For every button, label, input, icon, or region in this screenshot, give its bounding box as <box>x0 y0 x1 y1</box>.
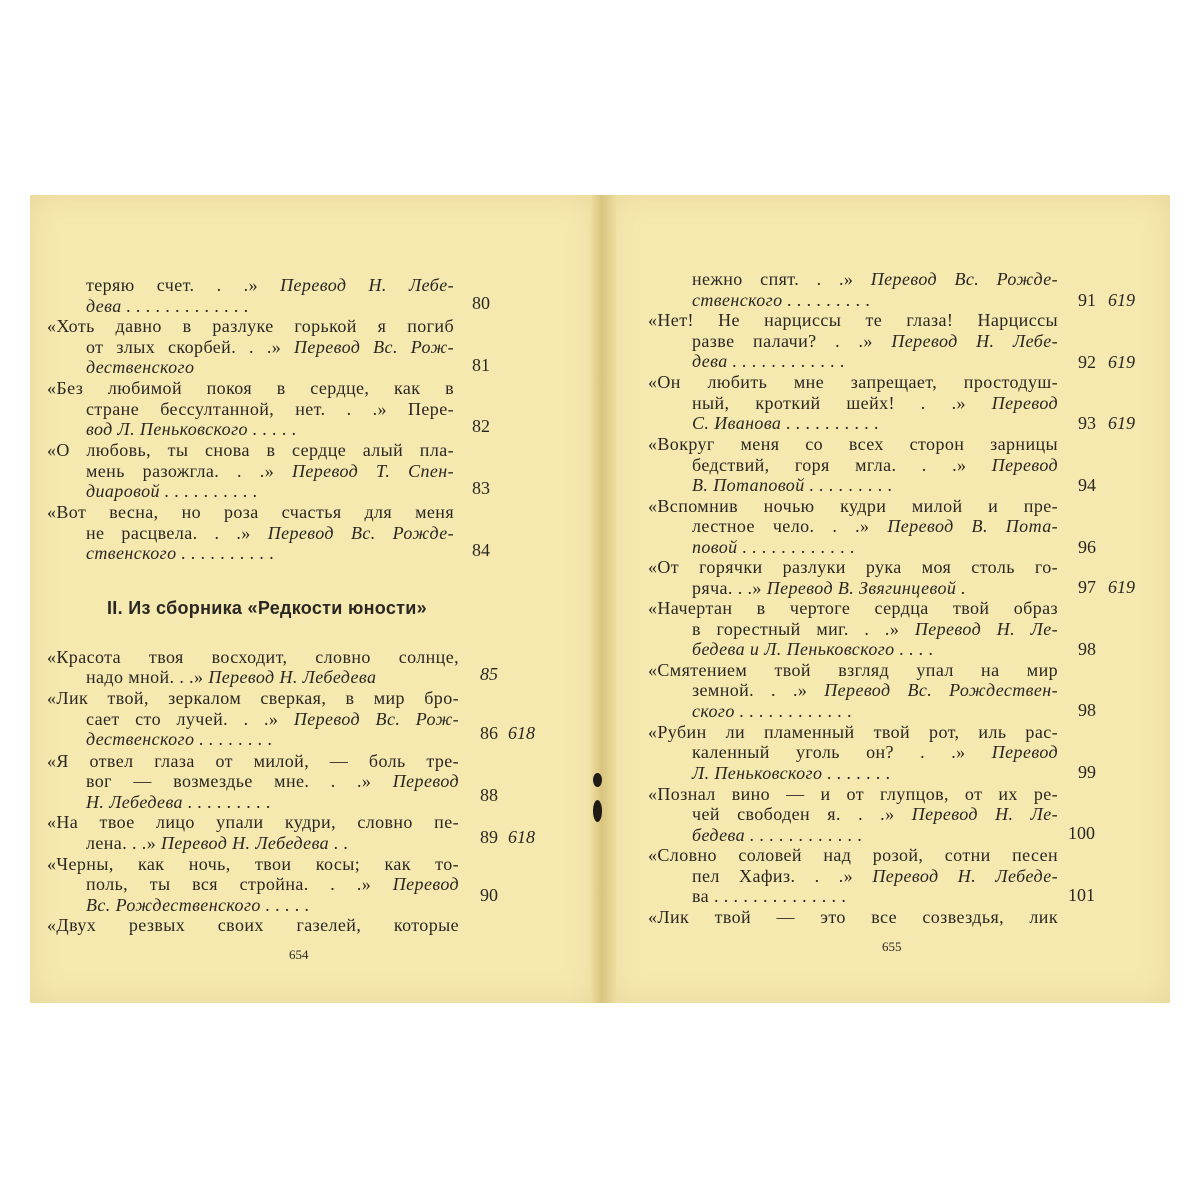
entry-line: «Хоть давно в разлуке горькой я погиб <box>47 316 454 336</box>
entry-line: «Он любить мне запрещает, простодуш- <box>648 372 1058 392</box>
page-number: 96 <box>1078 537 1096 557</box>
entry-line: «Красота твоя восходит, словно солнце, <box>47 647 459 667</box>
entry-line: Л. Пеньковского . . . . . . . <box>692 763 891 783</box>
page-number: 83 <box>472 478 490 498</box>
entry-line: повой . . . . . . . . . . . . <box>692 537 856 557</box>
entry-line: от злых скорбей. . .» Перевод Вс. Рож- <box>86 337 454 357</box>
page-number: 81 <box>472 355 490 375</box>
page-number: 90 <box>480 885 498 905</box>
page-number: 93 <box>1078 413 1096 433</box>
entry-line: «Вокруг меня со всех сторон зарницы <box>648 434 1058 454</box>
entry-line: «Смятением твой взгляд упал на мир <box>648 660 1058 680</box>
entry-line: «Лик твой — это все созвездья, лик <box>648 907 1058 927</box>
entry-line: «Познал вино — и от глупцов, от их ре- <box>648 784 1058 804</box>
page-number: 99 <box>1078 762 1096 782</box>
entry-line: ственского . . . . . . . . . <box>692 290 871 310</box>
page-number: 98 <box>1078 639 1096 659</box>
entry-line: Вс. Рождественского . . . . . <box>86 895 310 915</box>
entry-line: пел Хафиз. . .» Перевод Н. Лебеде- <box>692 866 1059 886</box>
note-page-number: 619 <box>1108 352 1135 372</box>
entry-line: «На твое лицо упали кудри, словно пе- <box>47 812 459 832</box>
entry-line: «Я отвел глаза от милой, — боль тре- <box>47 751 459 771</box>
entry-line: дева . . . . . . . . . . . . . <box>86 296 250 316</box>
entry-line: мень разожгла. . .» Перевод Т. Спен- <box>86 461 454 481</box>
note-page-number: 619 <box>1108 290 1135 310</box>
page-number: 98 <box>1078 700 1096 720</box>
page-number: 91 <box>1078 290 1096 310</box>
page-folio: 654 <box>289 947 309 962</box>
page-number: 92 <box>1078 352 1096 372</box>
page-number: 88 <box>480 785 498 805</box>
entry-line: ный, кроткий шейх! . .» Перевод <box>692 393 1058 413</box>
entry-line: «О любовь, ты снова в сердце алый пла- <box>47 440 454 460</box>
entry-line: чей свободен я. . .» Перевод Н. Ле- <box>692 804 1058 824</box>
entry-line: «Начертан в чертоге сердца твой образ <box>648 598 1058 618</box>
entry-line: бедствий, горя мгла. . .» Перевод <box>692 455 1058 475</box>
note-page-number: 618 <box>508 827 535 847</box>
entry-line: вог — возмездье мне. . .» Перевод <box>86 771 459 791</box>
entry-line: «Черны, как ночь, твои косы; как то- <box>47 854 459 874</box>
entry-line: дева . . . . . . . . . . . . <box>692 351 846 371</box>
book-gutter <box>590 195 616 1003</box>
entry-line: лестное чело. . .» Перевод В. Пота- <box>692 516 1058 536</box>
entry-line: «Рубин ли пламенный твой рот, иль рас- <box>648 722 1058 742</box>
entry-line: нежно спят. . .» Перевод Вс. Рожде- <box>692 269 1058 289</box>
entry-line: надо мной. . .» Перевод Н. Лебедева <box>86 667 377 687</box>
entry-line: ряча. . .» Перевод В. Звягинцевой . <box>692 578 967 598</box>
page-number: 97 <box>1078 577 1096 597</box>
entry-line: «Двух резвых своих газелей, которые <box>47 915 459 935</box>
ink-spot <box>593 800 602 822</box>
page-number: 80 <box>472 293 490 313</box>
section-heading: II. Из сборника «Редкости юности» <box>107 598 427 618</box>
entry-line: земной. . .» Перевод Вс. Рождествен- <box>692 680 1058 700</box>
page-number: 84 <box>472 540 490 560</box>
entry-line: «Вспомнив ночью кудри милой и пре- <box>648 496 1058 516</box>
entry-line: ва . . . . . . . . . . . . . . <box>692 886 847 906</box>
entry-line: сает сто лучей. . .» Перевод Вс. Рож- <box>86 709 459 729</box>
page-folio: 655 <box>882 939 902 954</box>
entry-line: дественского . . . . . . . . <box>86 729 273 749</box>
entry-line: каленный уголь он? . .» Перевод <box>692 742 1058 762</box>
entry-line: дественского <box>86 357 195 377</box>
entry-line: стране бессултанной, нет. . .» Пере- <box>86 399 454 419</box>
entry-line: лена. . .» Перевод Н. Лебедева . . <box>86 833 349 853</box>
page-number: 101 <box>1068 885 1095 905</box>
entry-line: теряю счет. . .» Перевод Н. Лебе- <box>86 275 454 295</box>
entry-line: «Вот весна, но роза счастья для меня <box>47 502 454 522</box>
entry-line: «Без любимой покоя в сердце, как в <box>47 378 454 398</box>
entry-line: «От горячки разлуки рука моя столь го- <box>648 557 1058 577</box>
page-number: 89 <box>480 827 498 847</box>
entry-line: «Лик твой, зеркалом сверкая, в мир бро- <box>47 688 459 708</box>
entry-line: Н. Лебедева . . . . . . . . . <box>86 792 272 812</box>
entry-line: в горестный миг. . .» Перевод Н. Ле- <box>692 619 1058 639</box>
page-number: 82 <box>472 416 490 436</box>
entry-line: бедева . . . . . . . . . . . . <box>692 825 863 845</box>
ink-spot <box>593 773 602 787</box>
entry-line: поль, ты вся стройна. . .» Перевод <box>86 874 459 894</box>
entry-line: ственского . . . . . . . . . . <box>86 543 275 563</box>
entry-line: бедева и Л. Пеньковского . . . . <box>692 639 934 659</box>
entry-line: «Словно соловей над розой, сотни песен <box>648 845 1058 865</box>
entry-line: С. Иванова . . . . . . . . . . <box>692 413 880 433</box>
entry-line: В. Потаповой . . . . . . . . . <box>692 475 893 495</box>
entry-line: «Нет! Не нарциссы те глаза! Нарциссы <box>648 310 1058 330</box>
entry-line: не расцвела. . .» Перевод Вс. Рожде- <box>86 523 454 543</box>
page-number: 86 <box>480 723 498 743</box>
note-page-number: 619 <box>1108 577 1135 597</box>
entry-line: ского . . . . . . . . . . . . <box>692 701 853 721</box>
entry-line: диаровой . . . . . . . . . . <box>86 481 258 501</box>
page-number: 85 <box>480 664 498 684</box>
entry-line: разве палачи? . .» Перевод Н. Лебе- <box>692 331 1058 351</box>
page-number: 94 <box>1078 475 1096 495</box>
entry-line: вод Л. Пеньковского . . . . . <box>86 419 297 439</box>
note-page-number: 618 <box>508 723 535 743</box>
note-page-number: 619 <box>1108 413 1135 433</box>
page-number: 100 <box>1068 823 1095 843</box>
